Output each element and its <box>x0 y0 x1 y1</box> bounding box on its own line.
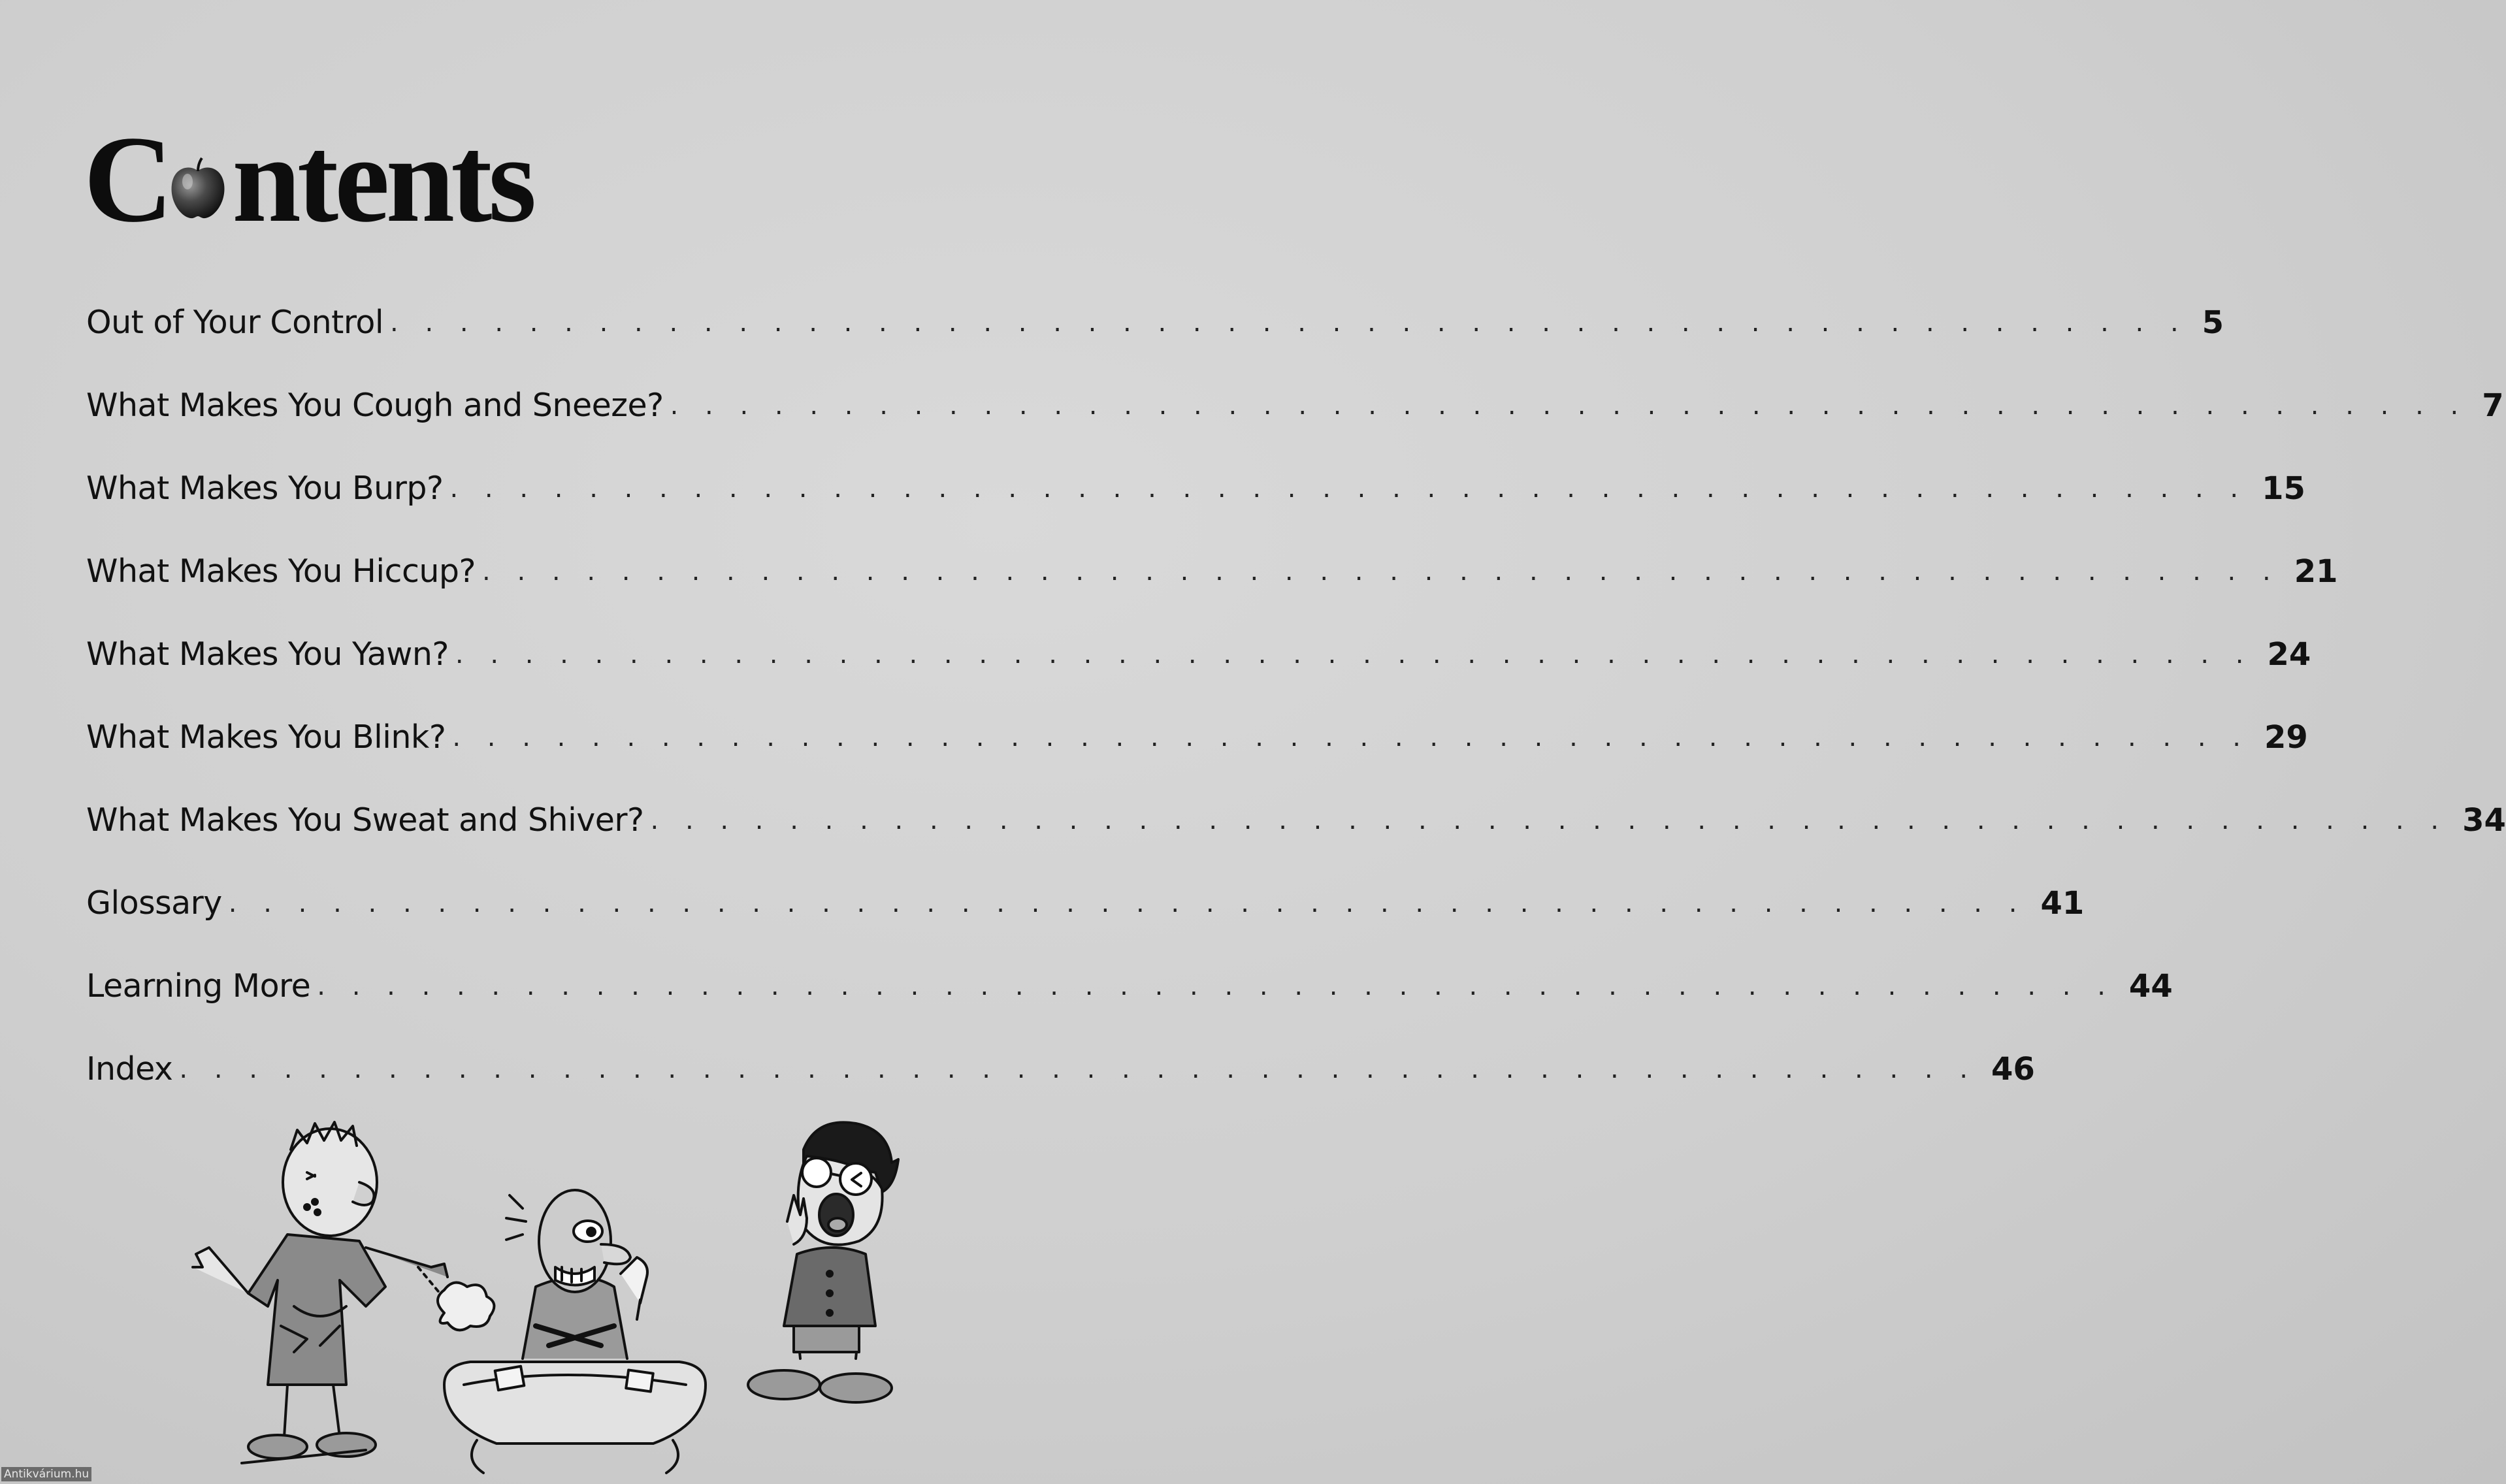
toc-entry-title: Glossary <box>86 884 222 922</box>
toc-entry-title: What Makes You Cough and Sneeze? <box>86 387 664 424</box>
toc-leader-dots: . . . . . . . . . . . . . . . . . . . . . . . . . . . . . . . . . . . . . . . . . . . . . . . . . . . . <box>228 888 2026 918</box>
toc-entry[interactable] <box>86 613 2311 696</box>
toc-entry-title: What Makes You Blink? <box>86 718 446 756</box>
toc-leader-dots: . . . . . . . . . . . . . . . . . . . . . . . . . . . . . . . . . . . . . . . . . . . . . . . . . . . . <box>390 307 2188 338</box>
toc-entry[interactable] <box>86 862 2085 944</box>
toc-entry-title: Learning More <box>86 967 311 1005</box>
toc-page-number: 21 <box>2294 553 2338 590</box>
yawning-boy-illustration <box>748 1122 898 1402</box>
toc-page-number: 46 <box>1991 1050 2035 1088</box>
title-letter-c: C <box>84 111 170 248</box>
toc-page-number: 29 <box>2264 718 2308 756</box>
toc-entry-title: Out of Your Control <box>86 304 384 341</box>
toc-leader-dots: . . . . . . . . . . . . . . . . . . . . . . . . . . . . . . . . . . . . . . . . . . . . . . . . . . . . <box>449 473 2248 504</box>
toc-entry[interactable] <box>86 944 2173 1027</box>
apple-icon <box>165 155 231 221</box>
title-rest: ntents <box>232 111 533 248</box>
table-of-contents <box>86 281 2506 1110</box>
toc-page-number: 41 <box>2040 884 2085 922</box>
watermark: Antikvárium.hu <box>1 1467 91 1481</box>
sneezing-man-illustration <box>193 1122 494 1463</box>
toc-entry[interactable] <box>86 779 2506 862</box>
toc-entry[interactable] <box>86 364 2504 447</box>
toc-page-number: 44 <box>2128 967 2173 1005</box>
toc-leader-dots: . . . . . . . . . . . . . . . . . . . . . . . . . . . . . . . . . . . . . . . . . . . . . . . . . . . . <box>650 805 2449 835</box>
page-title <box>84 111 533 248</box>
toc-leader-dots: . . . . . . . . . . . . . . . . . . . . . . . . . . . . . . . . . . . . . . . . . . . . . . . . . . . . <box>670 390 2468 421</box>
toc-entry[interactable] <box>86 1027 2035 1110</box>
toc-page-number: 24 <box>2267 636 2311 673</box>
toc-page-number: 5 <box>2202 304 2224 341</box>
toc-page-number: 7 <box>2482 387 2504 424</box>
toc-entry[interactable] <box>86 530 2338 613</box>
toc-leader-dots: . . . . . . . . . . . . . . . . . . . . . . . . . . . . . . . . . . . . . . . . . . . . . . . . . . . . <box>317 971 2115 1001</box>
toc-leader-dots: . . . . . . . . . . . . . . . . . . . . . . . . . . . . . . . . . . . . . . . . . . . . . . . . . . . . <box>179 1054 1977 1084</box>
cartoon-illustration <box>170 1110 954 1484</box>
toc-entry-title: What Makes You Yawn? <box>86 636 449 673</box>
toc-entry-title: Index <box>86 1050 173 1088</box>
toc-leader-dots: . . . . . . . . . . . . . . . . . . . . . . . . . . . . . . . . . . . . . . . . . . . . . . . . . . . . <box>482 556 2280 587</box>
toc-entry-title: What Makes You Burp? <box>86 470 444 507</box>
shivering-man-in-bathtub-illustration <box>444 1190 706 1473</box>
toc-leader-dots: . . . . . . . . . . . . . . . . . . . . . . . . . . . . . . . . . . . . . . . . . . . . . . . . . . . . <box>452 722 2250 752</box>
toc-entry[interactable] <box>86 447 2305 530</box>
toc-entry-title: What Makes You Hiccup? <box>86 553 476 590</box>
toc-entry[interactable] <box>86 281 2224 364</box>
toc-entry-title: What Makes You Sweat and Shiver? <box>86 801 644 839</box>
toc-page-number: 34 <box>2462 801 2506 839</box>
toc-entry[interactable] <box>86 696 2308 779</box>
toc-page-number: 15 <box>2262 470 2305 507</box>
toc-leader-dots: . . . . . . . . . . . . . . . . . . . . . . . . . . . . . . . . . . . . . . . . . . . . . . . . . . . . <box>455 639 2253 669</box>
